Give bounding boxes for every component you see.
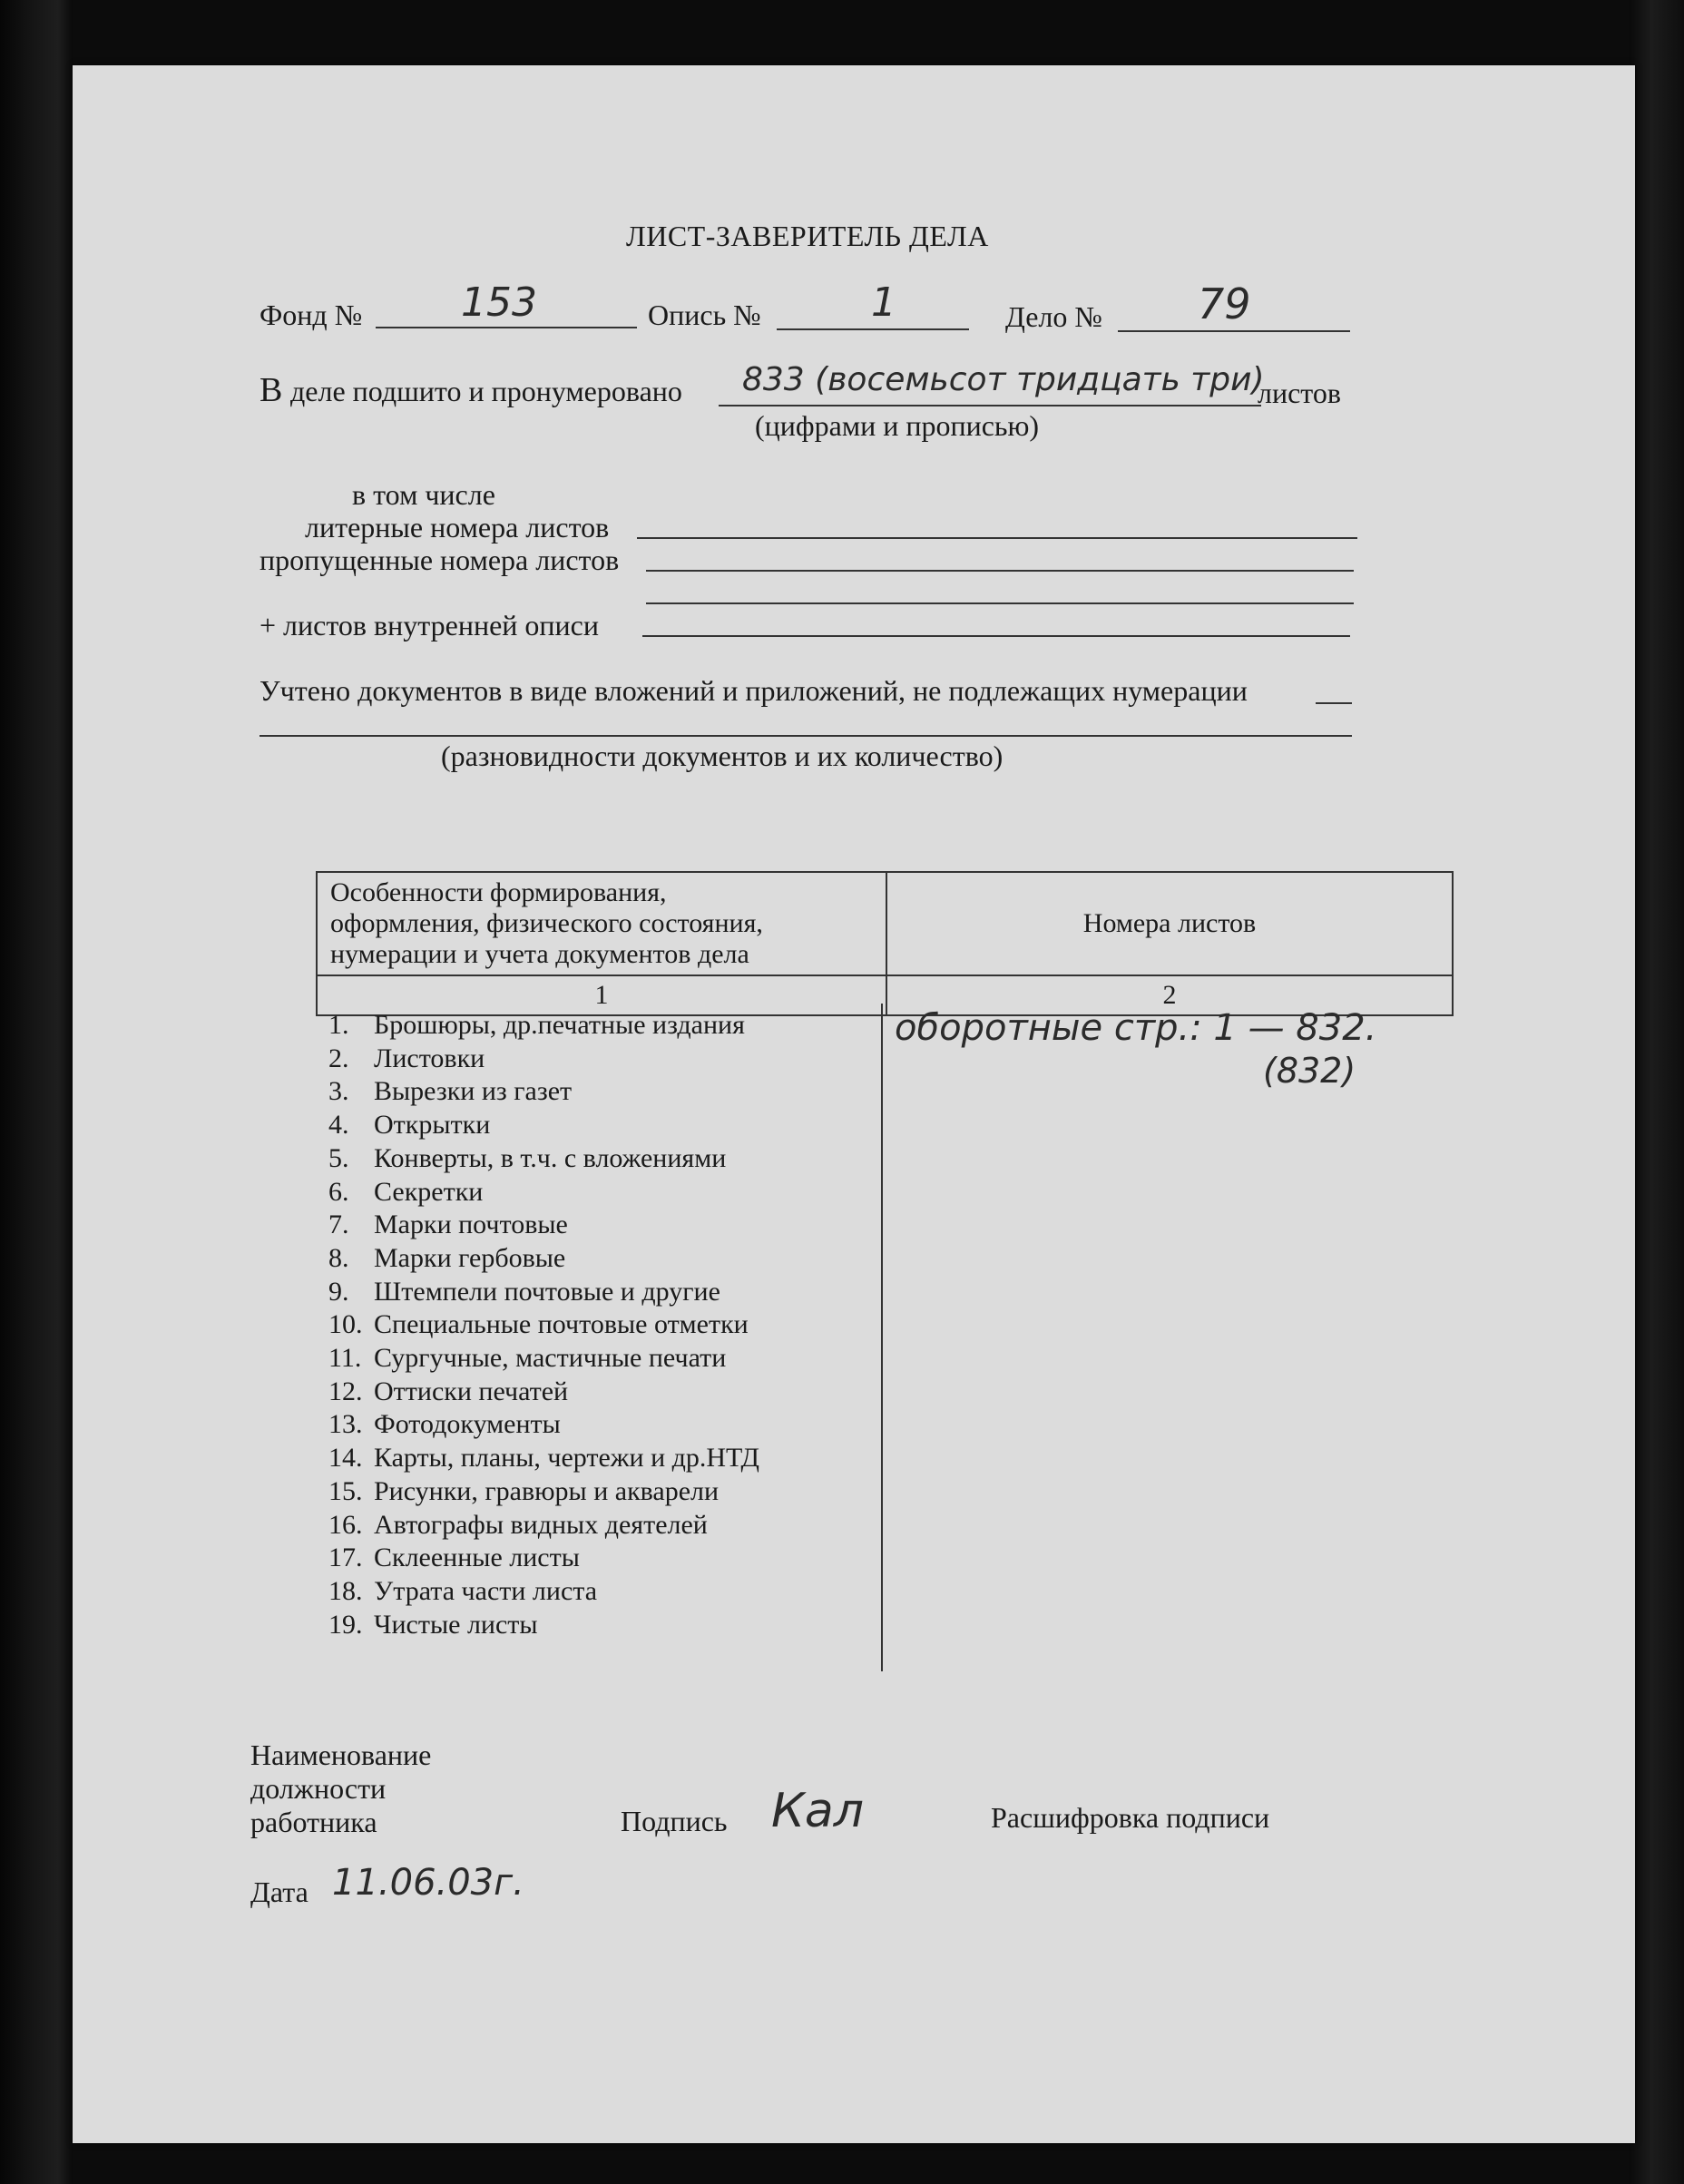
accounted-hint: (разновидности документов и их количество): [441, 739, 1004, 772]
delo-label: Дело №: [1005, 300, 1102, 333]
sewn-label: деле подшито и пронумеровано: [290, 375, 682, 407]
list-item: 17. Склеенные листы: [328, 1543, 580, 1573]
opis-label: Опись №: [648, 299, 761, 331]
literal-numbers-line: [637, 537, 1357, 539]
accounted-label: Учтено документов в виде вложений и приложений, не подлежащих нумерации: [259, 674, 1248, 707]
col2-number: 2: [886, 975, 1453, 1015]
opis-underline: [777, 328, 969, 330]
col1-header-line: оформления, физического состояния,: [330, 908, 763, 938]
list-item: 16. Автографы видных деятелей: [328, 1509, 708, 1540]
list-item: 14. Карты, планы, чертежи и др.НТД: [328, 1443, 759, 1474]
list-item: 13. Фотодокументы: [328, 1409, 561, 1440]
col2-header: Номера листов: [886, 872, 1453, 975]
list-item: 2. Листовки: [328, 1043, 485, 1073]
features-list: [328, 1009, 759, 1641]
delo-value: 79: [1198, 279, 1251, 328]
column-divider: [881, 1004, 883, 1671]
position-label: Наименование должности работника: [250, 1738, 432, 1838]
list-item: 18. Утрата части листа: [328, 1575, 598, 1606]
list-item: 10. Специальные почтовые отметки: [328, 1309, 749, 1340]
missing-numbers-line: [646, 570, 1354, 572]
missing-numbers-label: пропущенные номера листов: [259, 544, 620, 576]
scan-border-right: [1630, 0, 1684, 2184]
list-item: 3. Вырезки из газет: [328, 1076, 573, 1107]
list-item: 9. Штемпели почтовые и другие: [328, 1276, 720, 1307]
fond-label: Фонд №: [259, 299, 363, 331]
handwritten-sheet-count: (832): [1263, 1051, 1356, 1091]
date-value: 11.06.03г.: [332, 1862, 524, 1904]
list-item: 7. Марки почтовые: [328, 1210, 568, 1240]
list-item: 5. Конверты, в т.ч. с вложениями: [328, 1142, 727, 1173]
inner-inventory-line: [642, 635, 1350, 637]
list-item: 4. Открытки: [328, 1110, 491, 1141]
accounted-line-tail: [1316, 702, 1352, 704]
scan-border-left: [0, 0, 73, 2184]
sewn-prefix-capital: В: [259, 371, 283, 409]
list-item: 12. Оттиски печатей: [328, 1376, 569, 1406]
col1-header: [317, 872, 886, 975]
document-title: ЛИСТ-ЗАВЕРИТЕЛЬ ДЕЛА: [626, 220, 989, 252]
list-item: 11. Сургучные, мастичные печати: [328, 1343, 727, 1374]
signature-decode-label: Расшифровка подписи: [991, 1801, 1270, 1834]
list-item: 15. Рисунки, гравюры и акварели: [328, 1475, 720, 1506]
col1-number: 1: [317, 975, 886, 1015]
opis-value: 1: [871, 279, 896, 326]
delo-underline: [1118, 330, 1350, 332]
literal-numbers-label: литерные номера листов: [305, 511, 610, 544]
features-table: [316, 871, 1454, 1016]
date-label: Дата: [250, 1875, 308, 1908]
col1-header-line: нумерации и учета документов дела: [330, 939, 749, 969]
inner-inventory-label: + листов внутренней описи: [259, 609, 599, 641]
including-label: в том числе: [352, 478, 495, 511]
sewn-suffix: листов: [1258, 377, 1341, 409]
list-item: 19. Чистые листы: [328, 1609, 538, 1640]
list-item: 1. Брошюры, др.печатные издания: [328, 1010, 745, 1040]
signature-value: Кал: [771, 1784, 865, 1838]
sewn-hint: (цифрами и прописью): [755, 409, 1040, 442]
fond-value: 153: [461, 279, 537, 326]
list-item: 6. Секретки: [328, 1176, 484, 1207]
accounted-line: [259, 735, 1352, 737]
document-sheet: [73, 65, 1635, 2143]
missing-numbers-line-2: [646, 602, 1354, 604]
sewn-underline: [719, 405, 1261, 406]
col1-header-line: Особенности формирования,: [330, 877, 667, 907]
fond-underline: [376, 327, 637, 328]
handwritten-sheet-numbers: оборотные стр.: 1 — 832.: [895, 1007, 1377, 1049]
sewn-value: 833 (восемьсот тридцать три): [742, 361, 1265, 398]
list-item: 8. Марки гербовые: [328, 1242, 566, 1273]
signature-label: Подпись: [621, 1805, 728, 1837]
